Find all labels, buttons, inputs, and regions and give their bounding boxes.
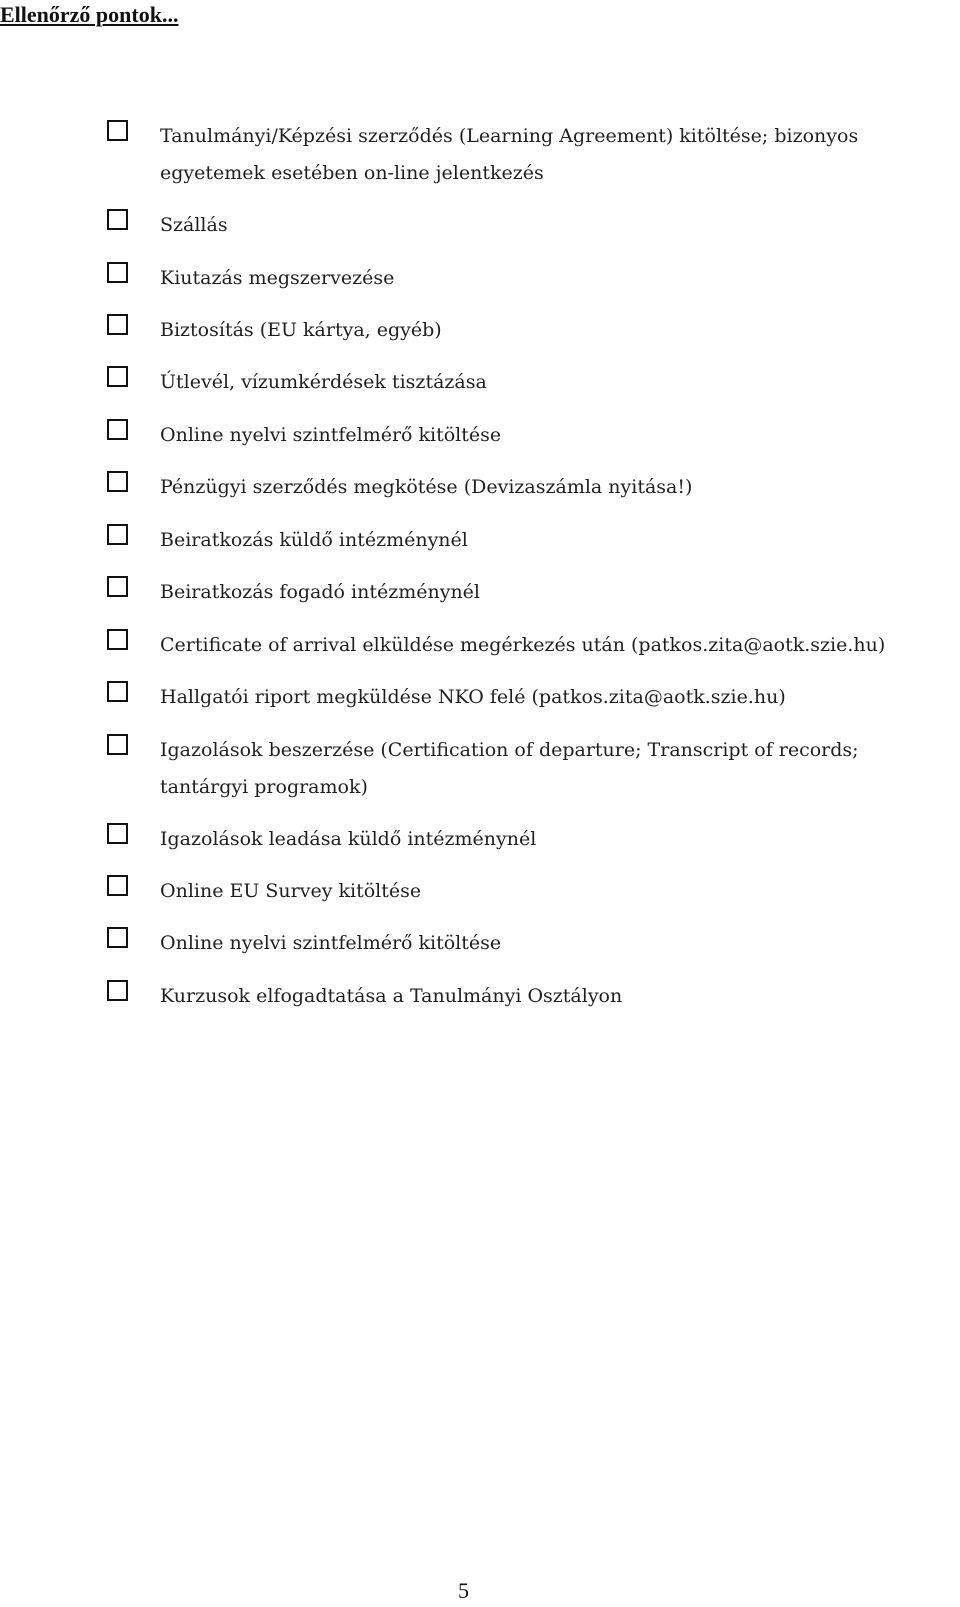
- checklist-item-label: Igazolások beszerzése (Certification of departure; Transcript of records; tantárgyi programok): [160, 739, 859, 798]
- checklist-item-label: Útlevél, vízumkérdések tisztázása: [160, 371, 487, 393]
- checklist-item-label: Biztosítás (EU kártya, egyéb): [160, 319, 442, 341]
- checklist-item-label: Pénzügyi szerződés megkötése (Devizaszámla nyitása!): [160, 476, 693, 498]
- checkbox[interactable]: [107, 314, 128, 335]
- checkbox[interactable]: [107, 734, 128, 755]
- checklist-item-label: Online nyelvi szintfelmérő kitöltése: [160, 424, 502, 446]
- checklist-item-label: Certificate of arrival elküldése megérkezés után (patkos.zita@aotk.szie.hu): [160, 634, 886, 656]
- checklist-item-label: Online EU Survey kitöltése: [160, 880, 422, 902]
- checkbox[interactable]: [107, 419, 128, 440]
- checkbox[interactable]: [107, 209, 128, 230]
- checkbox[interactable]: [107, 875, 128, 896]
- checkbox[interactable]: [107, 524, 128, 545]
- checkbox[interactable]: [107, 262, 128, 283]
- page-number: 5: [458, 1578, 469, 1603]
- checkbox[interactable]: [107, 576, 128, 597]
- checklist-item-label: Beiratkozás fogadó intézménynél: [160, 581, 481, 603]
- checkbox[interactable]: [107, 823, 128, 844]
- checkbox[interactable]: [107, 366, 128, 387]
- checklist-item-label: Online nyelvi szintfelmérő kitöltése: [160, 932, 502, 954]
- checklist-item-label: Hallgatói riport megküldése NKO felé (patkos.zita@aotk.szie.hu): [160, 686, 786, 708]
- checklist-item-label: Beiratkozás küldő intézménynél: [160, 529, 468, 551]
- checklist-item-label: Szállás: [160, 214, 228, 236]
- checklist-item-label: Tanulmányi/Képzési szerződés (Learning Agreement) kitöltése; bizonyos egyetemek esetében on-line jelentkezés: [160, 125, 859, 184]
- checklist-item-label: Igazolások leadása küldő intézménynél: [160, 828, 537, 850]
- checkbox[interactable]: [107, 120, 128, 141]
- checkbox[interactable]: [107, 471, 128, 492]
- checklist-item-label: Kiutazás megszervezése: [160, 267, 395, 289]
- checkbox[interactable]: [107, 629, 128, 650]
- checkbox[interactable]: [107, 927, 128, 948]
- checkbox[interactable]: [107, 681, 128, 702]
- checkbox[interactable]: [107, 980, 128, 1001]
- page-title: Ellenőrző pontok...: [0, 2, 179, 27]
- checklist-item-label: Kurzusok elfogadtatása a Tanulmányi Osztályon: [160, 985, 623, 1007]
